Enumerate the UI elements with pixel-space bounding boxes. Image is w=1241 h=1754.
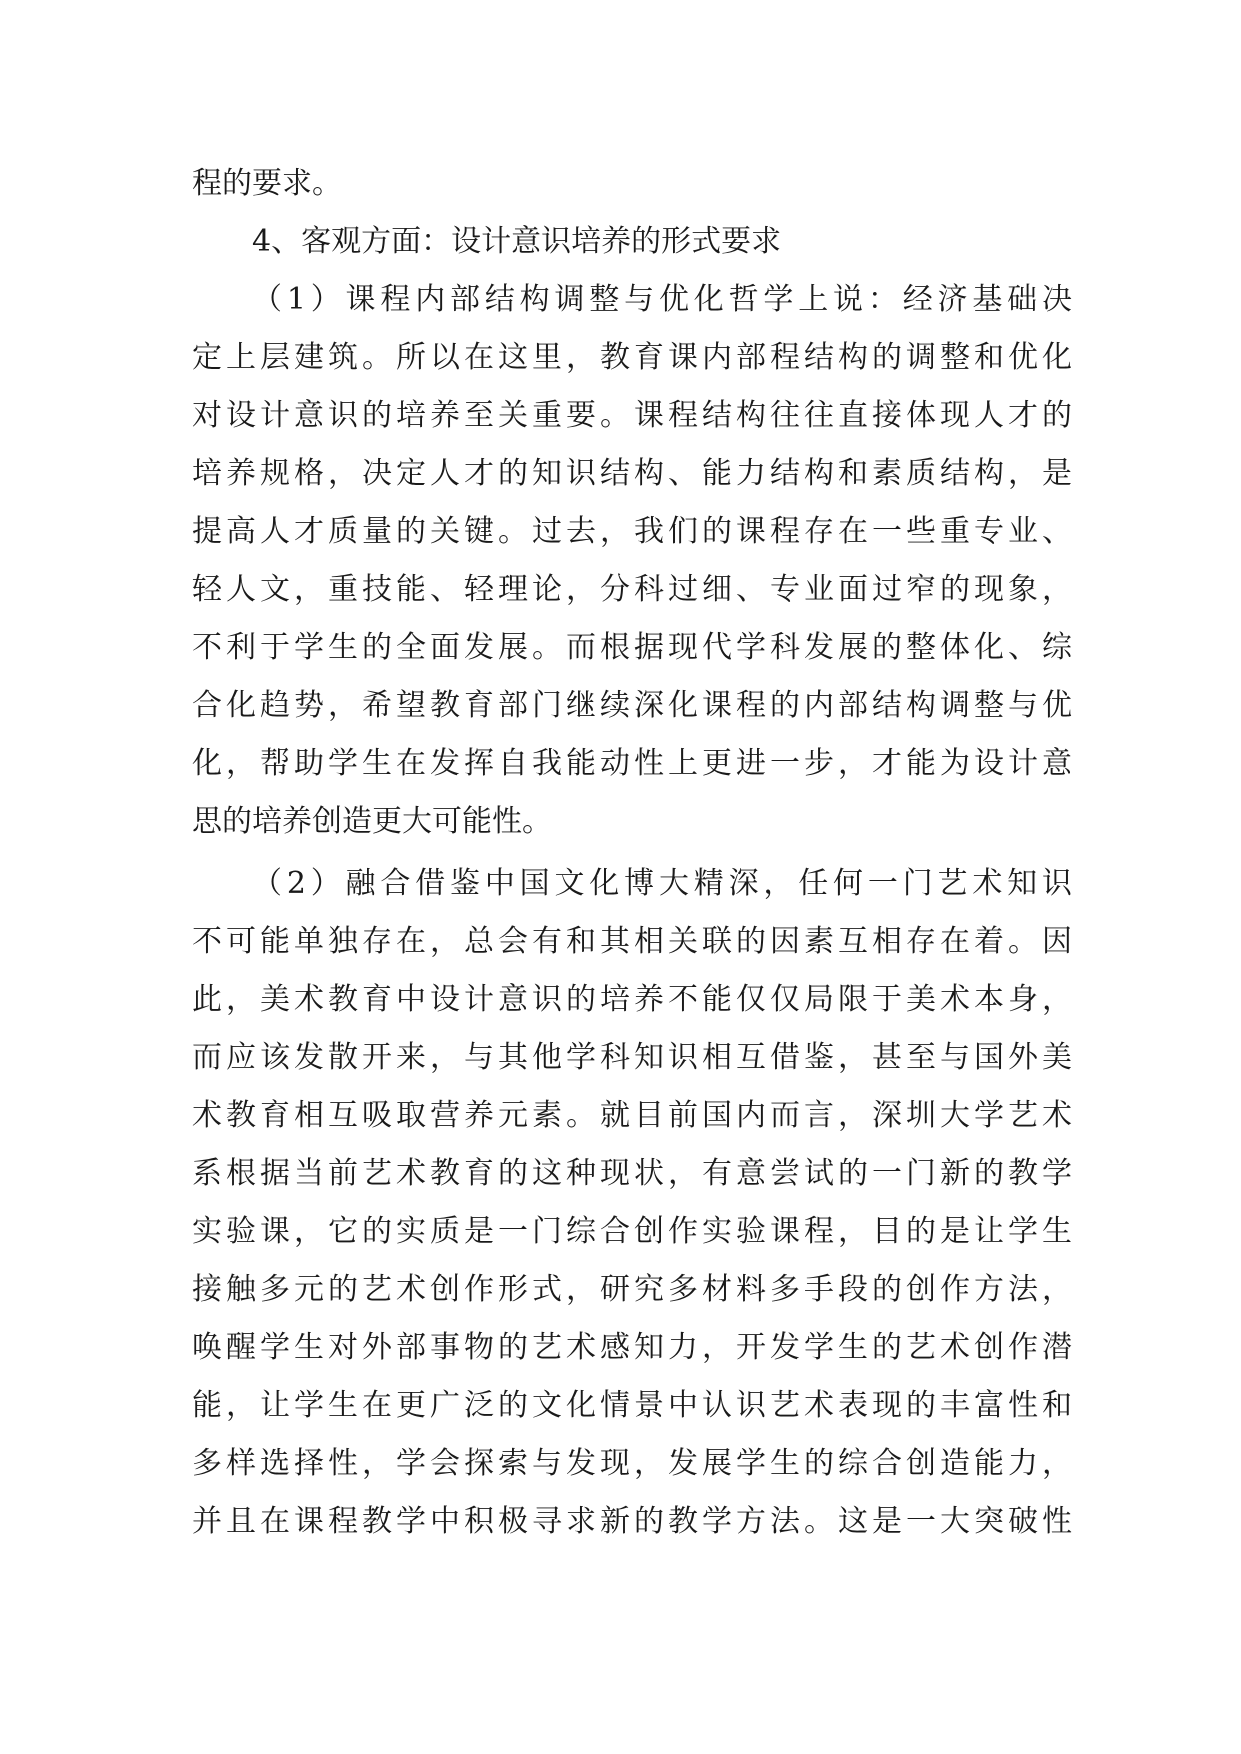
paragraph-2-line-7: 实验课，它的实质是一门综合创作实验课程，目的是让学生: [192, 1214, 1072, 1249]
paragraph-1-line-6: 轻人文，重技能、轻理论，分科过细、专业面过窄的现象，: [192, 572, 1072, 607]
paragraph-2-line-1: （2）融合借鉴中国文化博大精深，任何一门艺术知识: [252, 866, 1072, 901]
paragraph-1-line-4: 培养规格，决定人才的知识结构、能力结构和素质结构，是: [192, 456, 1072, 491]
text-line-1: 程的要求。: [192, 166, 342, 201]
paragraph-2-line-5: 术教育相互吸取营养元素。就目前国内而言，深圳大学艺术: [192, 1098, 1072, 1133]
paragraph-2-line-12: 并且在课程教学中积极寻求新的教学方法。这是一大突破性: [192, 1504, 1072, 1539]
paragraph-2-line-3: 此，美术教育中设计意识的培养不能仅仅局限于美术本身，: [192, 982, 1072, 1017]
paragraph-1-line-5: 提高人才质量的关键。过去，我们的课程存在一些重专业、: [192, 514, 1072, 549]
paragraph-2-line-2: 不可能单独存在，总会有和其相关联的因素互相存在着。因: [192, 924, 1072, 959]
paragraph-1-line-9: 化，帮助学生在发挥自我能动性上更进一步，才能为设计意: [192, 746, 1072, 781]
paragraph-2-line-8: 接触多元的艺术创作形式，研究多材料多手段的创作方法，: [192, 1272, 1072, 1307]
paragraph-1-line-7: 不利于学生的全面发展。而根据现代学科发展的整体化、综: [192, 630, 1072, 665]
paragraph-2-line-10: 能，让学生在更广泛的文化情景中认识艺术表现的丰富性和: [192, 1388, 1072, 1423]
paragraph-1-line-10: 思的培养创造更大可能性。: [192, 804, 552, 839]
paragraph-2-line-6: 系根据当前艺术教育的这种现状，有意尝试的一门新的教学: [192, 1156, 1072, 1191]
document-page: [192, 155, 1072, 1551]
paragraph-1-line-1: （1）课程内部结构调整与优化哲学上说：经济基础决: [252, 282, 1072, 317]
paragraph-2-line-9: 唤醒学生对外部事物的艺术感知力，开发学生的艺术创作潜: [192, 1330, 1072, 1365]
paragraph-2-line-4: 而应该发散开来，与其他学科知识相互借鉴，甚至与国外美: [192, 1040, 1072, 1075]
paragraph-1-line-8: 合化趋势，希望教育部门继续深化课程的内部结构调整与优: [192, 688, 1072, 723]
paragraph-1-line-2: 定上层建筑。所以在这里，教育课内部程结构的调整和优化: [192, 340, 1072, 375]
paragraph-2-line-11: 多样选择性，学会探索与发现，发展学生的综合创造能力，: [192, 1446, 1072, 1481]
section-heading: 4、客观方面：设计意识培养的形式要求: [252, 224, 782, 259]
paragraph-1-line-3: 对设计意识的培养至关重要。课程结构往往直接体现人才的: [192, 398, 1072, 433]
